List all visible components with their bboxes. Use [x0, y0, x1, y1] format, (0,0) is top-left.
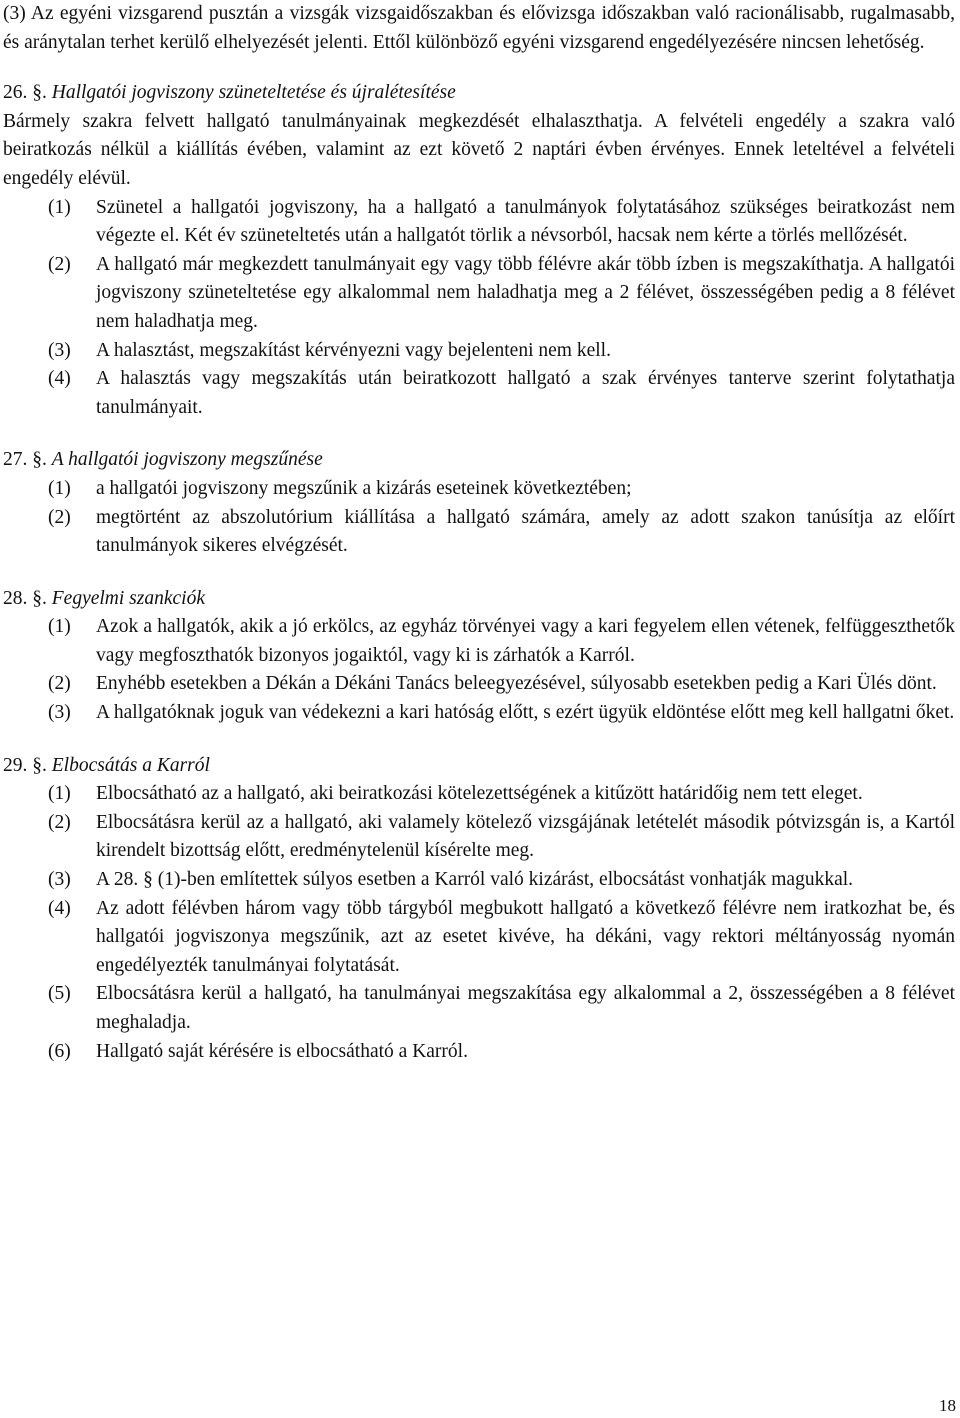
section-heading — [3, 79, 955, 108]
item-number: (2) — [48, 673, 71, 695]
carryover-rest: racionálisabb, rugalmasabb, és aránytalan terhet kerülő elhelyezését jelenti. Ettől különböző egyéni vizsgarend engedélyezésére nincsen lehetőség. — [3, 3, 955, 53]
section-29 — [3, 752, 955, 1067]
document-page — [3, 0, 955, 1066]
section-title: Hallgatói jogviszony szüneteltetése és újralétesítése — [51, 82, 456, 104]
item-text: A halasztás vagy megszakítás után beiratkozott hallgató a szak érvényes tanterve szerint folytathatja tanulmányait. — [96, 368, 955, 418]
list-item — [3, 809, 955, 866]
item-number: (2) — [48, 506, 71, 528]
list-item — [3, 194, 955, 251]
list-item — [3, 365, 955, 422]
list-item — [3, 251, 955, 337]
item-number: (1) — [48, 196, 71, 218]
section-heading — [3, 446, 955, 475]
list-item — [3, 866, 955, 895]
item-number: (2) — [48, 811, 71, 833]
list-item — [3, 780, 955, 809]
list-item — [3, 504, 955, 561]
item-number: (1) — [48, 616, 71, 638]
section-number: 26. §. — [3, 82, 47, 104]
section-26 — [3, 79, 955, 422]
item-number: (3) — [48, 339, 71, 361]
list-item — [3, 475, 955, 504]
item-text: Elbocsátásra kerül az a hallgató, aki valamely kötelező vizsgájának letételét második pótvizsgán is, a Kartól kirendelt bizottság előtt, eredménytelenül kísérelte meg. — [96, 811, 955, 862]
item-number: (1) — [48, 783, 71, 805]
item-text: Hallgató saját kérésére is elbocsátható a Karról. — [96, 1040, 468, 1062]
list-item — [3, 1038, 955, 1067]
section-title: Elbocsátás a Karról — [51, 754, 210, 776]
item-text: A 28. § (1)-ben említettek súlyos esetben a Karról való kizárást, elbocsátást vonhatják magukkal. — [96, 869, 854, 891]
section-number: 27. §. — [3, 449, 47, 471]
list-item — [3, 895, 955, 981]
item-text: A hallgatóknak joguk van védekezni a kari hatóság előtt, s ezért ügyük eldöntése előtt meg kell hallgatni őket. — [96, 702, 955, 724]
item-text: A hallgató már megkezdett tanulmányait egy vagy több félévre akár több ízben is megszakíthatja. A hallgatói jogviszony szüneteltetése egy alkalommal nem haladhatja meg a 2 félévet, összességében pedig a 8 félévet nem haladhatja meg. — [96, 253, 955, 332]
item-text: Elbocsátásra kerül a hallgató, ha tanulmányai megszakítása egy alkalommal a 2, összességében a 8 félévet meghaladja. — [96, 983, 955, 1033]
page-number: 18 — [939, 1396, 956, 1415]
section-28 — [3, 585, 955, 728]
item-number: (4) — [48, 897, 71, 919]
item-text: Enyhébb esetekben a Dékán a Dékáni Tanács beleegyezésével, súlyosabb esetekben pedig a Kari Ülés dönt. — [96, 673, 937, 695]
item-number: (4) — [48, 368, 71, 390]
section-number: 29. §. — [3, 754, 47, 776]
section-27 — [3, 446, 955, 560]
section-heading — [3, 752, 955, 781]
item-text: megtörtént az abszolutórium kiállítása a hallgató számára, amely az adott szakon tanúsítja az előírt tanulmányok sikeres elvégzését. — [96, 506, 955, 557]
item-number: (3) — [48, 702, 71, 724]
section-title: Fegyelmi szankciók — [51, 587, 205, 609]
section-title: A hallgatói jogviszony megszűnése — [51, 449, 323, 471]
list-item — [3, 337, 955, 366]
carryover-paragraph — [3, 0, 955, 57]
item-number: (1) — [48, 477, 71, 499]
item-number: (2) — [48, 253, 71, 275]
item-number: (6) — [48, 1040, 71, 1062]
section-intro: Bármely szakra felvett hallgató tanulmányainak megkezdését elhalaszthatja. A felvételi engedély a szakra való beiratkozás nélkül a kiállítás évében, valamint az ezt követő 2 naptári évben érvényes. Ennek leteltével a felvételi engedély elévül. — [3, 110, 955, 189]
item-text: Elbocsátható az a hallgató, aki beiratkozási kötelezettségének a kitűzött határidőig nem tett eleget. — [96, 783, 863, 805]
list-item — [3, 980, 955, 1037]
list-item — [3, 699, 955, 728]
item-text: A halasztást, megszakítást kérvényezni vagy bejelenteni nem kell. — [96, 339, 611, 361]
item-text: Azok a hallgatók, akik a jó erkölcs, az egyház törvényei vagy a kari fegyelem ellen vétenek, felfüggeszthetők vagy megfoszthatók bizonyos jogaiktól, vagy ki is zárhatók a Karról. — [96, 616, 955, 666]
list-item — [3, 613, 955, 670]
item-text: Az adott félévben három vagy több tárgyból megbukott hallgató a következő félévre nem iratkozhat be, és hallgatói jogviszonya megszűnik, azt az esetet kivéve, ha dékáni, vagy rektori méltányosság nyomán engedélyezték tanulmányai folytatását. — [96, 897, 955, 976]
carryover-first-line: (3) Az egyéni vizsgarend pusztán a vizsgák vizsgaidőszakban és elővizsga időszakban való — [3, 3, 730, 24]
section-heading — [3, 585, 955, 614]
section-number: 28. §. — [3, 587, 47, 609]
item-text: Szünetel a hallgatói jogviszony, ha a hallgató a tanulmányok folytatásához szükséges beiratkozást nem végezte el. Két év szüneteltetés után a hallgatót törlik a névsorból, hacsak nem kérte a törlés mellőzését. — [96, 196, 955, 247]
item-number: (3) — [48, 869, 71, 891]
list-item — [3, 670, 955, 699]
item-number: (5) — [48, 983, 71, 1005]
item-text: a hallgatói jogviszony megszűnik a kizárás eseteinek következtében; — [96, 477, 632, 499]
